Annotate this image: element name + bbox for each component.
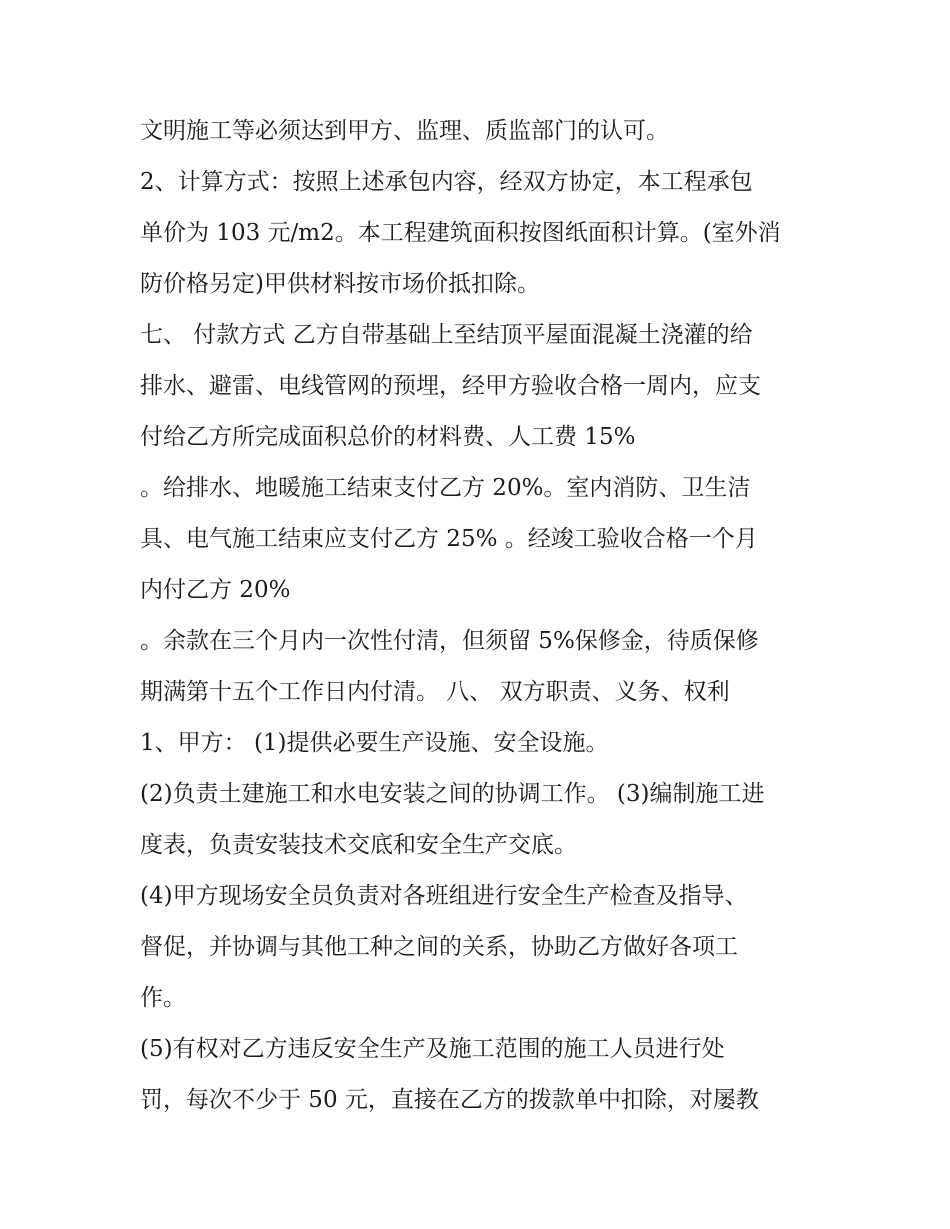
text-line: (2)负责土建施工和水电安装之间的协调工作。 (3)编制施工进 bbox=[140, 781, 765, 807]
text-line: 期满第十五个工作日内付清。 八、 双方职责、义务、权利 bbox=[140, 679, 730, 705]
text-line: 作。 bbox=[140, 985, 186, 1011]
text-line: 督促，并协调与其他工种之间的关系，协助乙方做好各项工 bbox=[140, 934, 738, 960]
document-body bbox=[140, 106, 820, 1126]
text-line: 排水、避雷、电线管网的预埋，经甲方验收合格一周内，应支 bbox=[140, 373, 761, 399]
text-line: 2、计算方式：按照上述承包内容，经双方协定，本工程承包 bbox=[140, 169, 753, 195]
text-line: 防价格另定)甲供材料按市场价抵扣除。 bbox=[140, 271, 540, 297]
text-line: (5)有权对乙方违反安全生产及施工范围的施工人员进行处 bbox=[140, 1036, 725, 1062]
text-line: 单价为 103 元/m2。本工程建筑面积按图纸面积计算。(室外消 bbox=[140, 220, 781, 246]
text-line: 付给乙方所完成面积总价的材料费、人工费 15% bbox=[140, 424, 636, 450]
text-line: 罚，每次不少于 50 元，直接在乙方的拨款单中扣除，对屡教 bbox=[140, 1087, 759, 1113]
text-line: 。余款在三个月内一次性付清，但须留 5%保修金，待质保修 bbox=[140, 628, 759, 654]
text-line: 1、甲方： (1)提供必要生产设施、安全设施。 bbox=[140, 730, 609, 756]
text-line: (4)甲方现场安全员负责对各班组进行安全生产检查及指导、 bbox=[140, 883, 748, 909]
text-line: 内付乙方 20% bbox=[140, 577, 291, 603]
text-line: 七、 付款方式 乙方自带基础上至结顶平屋面混凝土浇灌的给 bbox=[140, 322, 753, 348]
text-line: 具、电气施工结束应支付乙方 25% 。经竣工验收合格一个月 bbox=[140, 526, 758, 552]
text-line: 文明施工等必须达到甲方、监理、质监部门的认可。 bbox=[140, 118, 669, 144]
text-line: 。给排水、地暖施工结束支付乙方 20%。室内消防、卫生洁 bbox=[140, 475, 751, 501]
text-line: 度表，负责安装技术交底和安全生产交底。 bbox=[140, 832, 577, 858]
